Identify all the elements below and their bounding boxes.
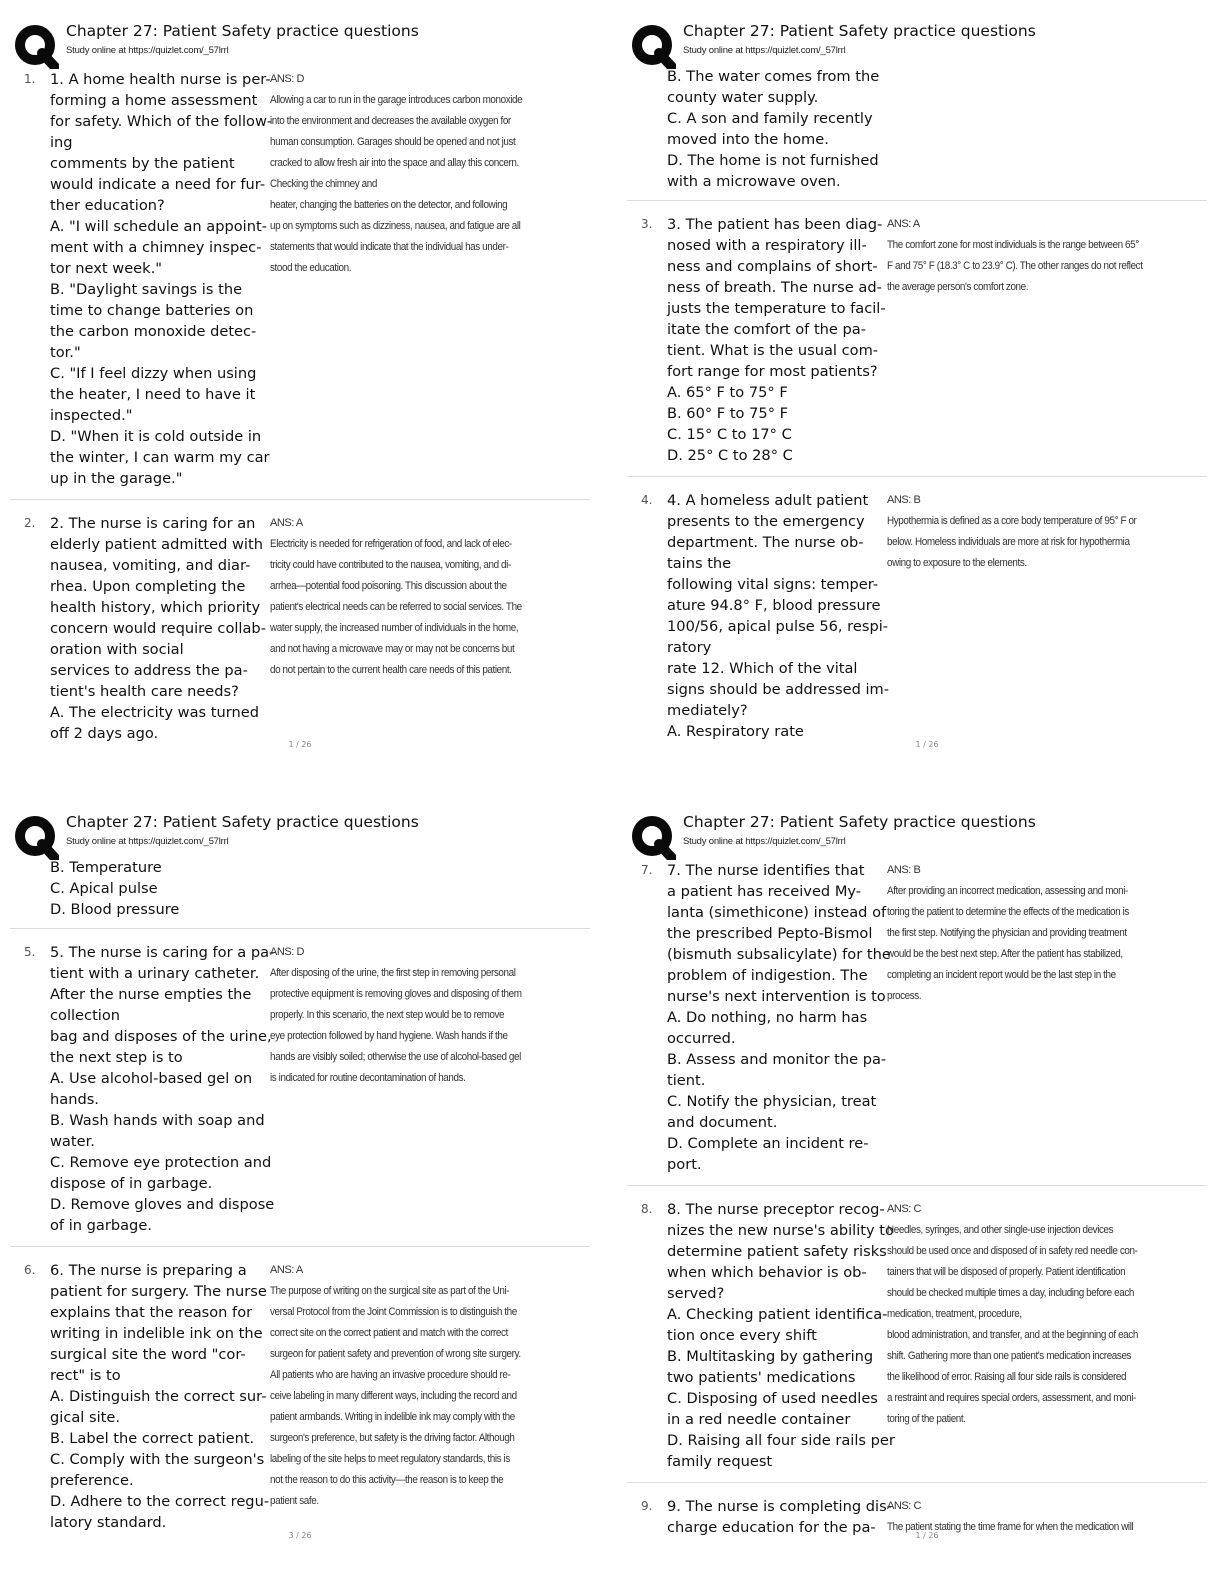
- question-line: B. Assess and monitor the pa-: [667, 1051, 887, 1068]
- question-line: tient with a urinary catheter.: [50, 965, 260, 982]
- question-row: [627, 487, 1207, 752]
- question-line: 4. A homeless adult patient: [667, 492, 869, 509]
- question-line: served?: [667, 1285, 725, 1302]
- rationale-line: cracked to allow fresh air into the space and allay this concern.: [270, 157, 519, 169]
- question-line: D. Raising all four side rails per: [667, 1432, 895, 1449]
- rationale-line: properly. In this scenario, the next step would be to remove: [270, 1009, 505, 1021]
- rationale-line: below. Homeless individuals are more at risk for hypothermia: [887, 536, 1130, 548]
- page-header: [627, 15, 1224, 65]
- question-line: the next step is to: [50, 1049, 183, 1066]
- page-2: [627, 15, 1224, 785]
- question-line: patient for surgery. The nurse: [50, 1283, 267, 1300]
- question-line: C. Disposing of used needles: [667, 1390, 878, 1407]
- question-line: tor next week.": [50, 260, 162, 277]
- page-number: 1 / 26: [288, 740, 312, 749]
- page-4: [627, 806, 1224, 1576]
- question-line: ther education?: [50, 197, 165, 214]
- question-line: A. Respiratory rate: [667, 723, 804, 740]
- question-text: [667, 860, 891, 1175]
- rationale-line: would be the best next step. After the patient has stabilized,: [887, 948, 1123, 960]
- question-line: nosed with a respiratory ill-: [667, 237, 867, 254]
- question-line: for safety. Which of the follow-: [50, 113, 273, 130]
- rationale-line: versal Protocol from the Joint Commission is to distinguish the: [270, 1306, 517, 1318]
- question-line: nurse's next intervention is to: [667, 988, 886, 1005]
- question-line: 2. The nurse is caring for an: [50, 515, 256, 532]
- question-line: elderly patient admitted with: [50, 536, 263, 553]
- question-text: [667, 490, 890, 742]
- rationale-line: surgeon's preference, but safety is the driving factor. Although: [270, 1432, 515, 1444]
- question-line: (bismuth subsalicylate) for the: [667, 946, 891, 963]
- rationale-line: ceive labeling in many different ways, including the record and: [270, 1390, 517, 1402]
- question-line: bag and disposes of the urine,: [50, 1028, 272, 1045]
- rationale-line: The purpose of writing on the surgical site as part of the Uni-: [270, 1285, 510, 1297]
- question-line: ing: [50, 134, 73, 151]
- rationale-line: owing to exposure to the elements.: [887, 557, 1027, 569]
- question-text: [50, 69, 273, 489]
- question-line: B. Multitasking by gathering: [667, 1348, 874, 1365]
- question-line: C. 15° C to 17° C: [667, 426, 792, 443]
- question-line: dispose of in garbage.: [50, 1175, 213, 1192]
- study-link[interactable]: Study online at https://quizlet.com/_57lrrl: [683, 836, 846, 847]
- question-line: B. 60° F to 75° F: [667, 405, 789, 422]
- question-line: 5. The nurse is caring for a pa-: [50, 944, 275, 961]
- document-title: Chapter 27: Patient Safety practice questions: [66, 22, 419, 40]
- rationale-line: Hypothermia is defined as a core body temperature of 95° F or: [887, 515, 1137, 527]
- rationale-line: shift. Gathering more than one patient's medication increases: [887, 1350, 1132, 1362]
- option-line: D. Blood pressure: [50, 901, 180, 918]
- answer-rationale: [885, 860, 1190, 1175]
- question-list: [627, 857, 1207, 1558]
- question-line: D. "When it is cold outside in: [50, 428, 262, 445]
- question-line: A. The electricity was turned: [50, 704, 260, 721]
- rationale-line: hands are visibly soiled; otherwise the use of alcohol-based gel: [270, 1051, 521, 1063]
- rationale-line: the first step. Notifying the physician and providing treatment: [887, 927, 1127, 939]
- question-line: writing in indelible ink on the: [50, 1325, 263, 1342]
- question-line: D. 25° C to 28° C: [667, 447, 793, 464]
- question-row: [10, 939, 590, 1247]
- question-line: mediately?: [667, 702, 748, 719]
- page-1: [10, 15, 610, 785]
- rationale-line: After disposing of the urine, the first step in removing personal: [270, 967, 516, 979]
- question-row: [10, 1257, 590, 1543]
- answer-key: ANS: A: [887, 218, 920, 230]
- answer-key: ANS: A: [270, 1264, 303, 1276]
- question-line: port.: [667, 1156, 702, 1173]
- question-line: A. "I will schedule an appoint-: [50, 218, 267, 235]
- answer-key: ANS: B: [887, 494, 921, 506]
- rationale-line: should be checked multiple times a day, including before each: [887, 1287, 1134, 1299]
- question-line: charge education for the pa-: [667, 1519, 876, 1536]
- rationale-line: Electricity is needed for refrigeration of food, and lack of elec-: [270, 538, 512, 550]
- option-line: B. The water comes from the: [667, 68, 880, 85]
- page-header: [627, 806, 1224, 856]
- question-line: services to address the pa-: [50, 662, 248, 679]
- answer-rationale: [885, 1199, 1190, 1472]
- study-link[interactable]: Study online at https://quizlet.com/_57lrrl: [683, 45, 846, 56]
- question-row: [10, 510, 590, 754]
- question-line: in a red needle container: [667, 1411, 851, 1428]
- rationale-line: heater, changing the batteries on the detector, and following: [270, 199, 508, 211]
- option-line: with a microwave oven.: [667, 173, 841, 190]
- question-line: forming a home assessment: [50, 92, 258, 109]
- rationale-line: tricity could have contributed to the nausea, vomiting, and di-: [270, 559, 511, 571]
- question-line: B. Wash hands with soap and: [50, 1112, 265, 1129]
- question-line: occurred.: [667, 1030, 736, 1047]
- question-line: A. Use alcohol-based gel on: [50, 1070, 253, 1087]
- question-line: ment with a chimney inspec-: [50, 239, 262, 256]
- rationale-line: tainers that will be disposed of properly. Patient identification: [887, 1266, 1126, 1278]
- question-row: [627, 1196, 1207, 1483]
- rationale-line: toring the patient to determine the effects of the medication is: [887, 906, 1129, 918]
- question-line: C. Notify the physician, treat: [667, 1093, 877, 1110]
- question-number: 7.: [641, 863, 653, 877]
- answer-key: ANS: C: [887, 1203, 921, 1215]
- page-header: [10, 15, 610, 65]
- question-line: when which behavior is ob-: [667, 1264, 867, 1281]
- question-line: tains the: [667, 555, 732, 572]
- question-line: After the nurse empties the: [50, 986, 252, 1003]
- rationale-line: not the reason to do this activity—the reason is to keep the: [270, 1474, 504, 1486]
- question-number: 4.: [641, 493, 653, 507]
- question-line: 7. The nurse identifies that: [667, 862, 865, 879]
- quizlet-logo-icon: [632, 25, 676, 69]
- answer-key: ANS: B: [887, 864, 921, 876]
- question-line: A. Distinguish the correct sur-: [50, 1388, 267, 1405]
- question-line: 8. The nurse preceptor recog-: [667, 1201, 885, 1218]
- question-line: tor.": [50, 344, 81, 361]
- rationale-line: completing an incident report would be the last step in the: [887, 969, 1116, 981]
- question-line: A. 65° F to 75° F: [667, 384, 788, 401]
- question-line: the prescribed Pepto-Bismol: [667, 925, 873, 942]
- question-line: justs the temperature to facil-: [667, 300, 886, 317]
- question-line: the heater, I need to have it: [50, 386, 256, 403]
- question-line: ratory: [667, 639, 712, 656]
- question-line: of in garbage.: [50, 1217, 152, 1234]
- question-line: following vital signs: temper-: [667, 576, 879, 593]
- question-text: [50, 942, 275, 1236]
- question-line: rate 12. Which of the vital: [667, 660, 858, 677]
- rationale-line: patient armbands. Writing in indelible ink may comply with the: [270, 1411, 515, 1423]
- question-line: hands.: [50, 1091, 99, 1108]
- question-row: [627, 211, 1207, 477]
- question-line: and document.: [667, 1114, 778, 1131]
- answer-key: ANS: A: [270, 517, 303, 529]
- question-line: the winter, I can warm my car: [50, 449, 270, 466]
- question-line: up in the garage.": [50, 470, 183, 487]
- question-line: comments by the patient: [50, 155, 235, 172]
- option-line: D. The home is not furnished: [667, 152, 879, 169]
- question-line: rhea. Upon completing the: [50, 578, 246, 595]
- question-line: fort range for most patients?: [667, 363, 878, 380]
- rationale-line: water supply, the increased number of individuals in the home,: [270, 622, 519, 634]
- question-line: 1. A home health nurse is per-: [50, 71, 271, 88]
- question-line: D. Remove gloves and dispose: [50, 1196, 275, 1213]
- question-line: the carbon monoxide detec-: [50, 323, 257, 340]
- question-line: A. Checking patient identifica-: [667, 1306, 888, 1323]
- question-number: 6.: [24, 1263, 36, 1277]
- answer-rationale: [268, 513, 573, 744]
- answer-rationale: [268, 942, 573, 1236]
- question-line: two patients' medications: [667, 1369, 856, 1386]
- question-number: 2.: [24, 516, 36, 530]
- page-3: [10, 806, 610, 1576]
- option-line: moved into the home.: [667, 131, 829, 148]
- rationale-line: patient's electrical needs can be referred to social services. The: [270, 601, 522, 613]
- question-line: tient's health care needs?: [50, 683, 239, 700]
- question-line: determine patient safety risks: [667, 1243, 887, 1260]
- question-line: itate the comfort of the pa-: [667, 321, 867, 338]
- rationale-line: Checking the chimney and: [270, 178, 377, 190]
- rationale-line: Allowing a car to run in the garage introduces carbon monoxide: [270, 94, 523, 106]
- question-list: [10, 66, 590, 764]
- question-line: tient.: [667, 1072, 706, 1089]
- page-number: 3 / 26: [288, 1531, 312, 1540]
- question-line: 3. The patient has been diag-: [667, 216, 883, 233]
- rationale-line: After providing an incorrect medication, assessing and moni-: [887, 885, 1128, 897]
- rationale-line: up on symptoms such as dizziness, nausea, and fatigue are all: [270, 220, 521, 232]
- rationale-line: do not pertain to the current health care needs of this patient.: [270, 664, 512, 676]
- question-line: explains that the reason for: [50, 1304, 253, 1321]
- continued-options: [627, 66, 1207, 201]
- question-line: rect" is to: [50, 1367, 121, 1384]
- question-line: D. Complete an incident re-: [667, 1135, 869, 1152]
- quizlet-logo-icon: [15, 816, 59, 860]
- document-title: Chapter 27: Patient Safety practice questions: [66, 813, 419, 831]
- question-text: [667, 1199, 895, 1472]
- study-link[interactable]: Study online at https://quizlet.com/_57lrrl: [66, 45, 229, 56]
- rationale-line: statements that would indicate that the individual has under-: [270, 241, 509, 253]
- answer-rationale: [268, 69, 573, 489]
- rationale-line: surgeon for patient safety and prevention of wrong site surgery.: [270, 1348, 521, 1360]
- rationale-line: F and 75° F (18.3° C to 23.9° C). The other ranges do not reflect: [887, 260, 1143, 272]
- answer-rationale: [885, 214, 1190, 466]
- rationale-line: process.: [887, 990, 922, 1002]
- rationale-line: into the environment and decreases the available oxygen for: [270, 115, 511, 127]
- question-line: presents to the emergency: [667, 513, 865, 530]
- question-line: C. "If I feel dizzy when using: [50, 365, 257, 382]
- page-header: [10, 806, 610, 856]
- question-line: a patient has received My-: [667, 883, 862, 900]
- question-line: lanta (simethicone) instead of: [667, 904, 887, 921]
- question-line: concern would require collab-: [50, 620, 266, 637]
- question-line: time to change batteries on: [50, 302, 254, 319]
- question-line: tient. What is the usual com-: [667, 342, 879, 359]
- question-line: ness and complains of short-: [667, 258, 878, 275]
- rationale-line: eye protection followed by hand hygiene. Wash hands if the: [270, 1030, 508, 1042]
- rationale-line: the likelihood of error. Raising all four side rails is considered: [887, 1371, 1127, 1383]
- question-line: health history, which priority: [50, 599, 261, 616]
- answer-key: ANS: D: [270, 73, 304, 85]
- rationale-line: protective equipment is removing gloves and disposing of them: [270, 988, 522, 1000]
- continued-options: [10, 857, 590, 929]
- question-line: C. Remove eye protection and: [50, 1154, 272, 1171]
- rationale-line: is indicated for routine decontamination of hands.: [270, 1072, 466, 1084]
- question-line: surgical site the word "cor-: [50, 1346, 246, 1363]
- rationale-line: and not having a microwave may or may not be concerns but: [270, 643, 515, 655]
- answer-key: ANS: C: [887, 1500, 921, 1512]
- question-text: [667, 214, 885, 466]
- question-line: latory standard.: [50, 1514, 167, 1531]
- question-list: [10, 857, 590, 1553]
- rationale-line: arrhea—potential food poisoning. This discussion about the: [270, 580, 507, 592]
- option-line: B. Temperature: [50, 859, 162, 876]
- page-number: 1 / 26: [915, 740, 939, 749]
- question-line: gical site.: [50, 1409, 120, 1426]
- answer-rationale: [885, 490, 1190, 742]
- question-line: would indicate a need for fur-: [50, 176, 266, 193]
- question-line: C. Comply with the surgeon's: [50, 1451, 265, 1468]
- question-line: department. The nurse ob-: [667, 534, 864, 551]
- question-line: B. Label the correct patient.: [50, 1430, 255, 1447]
- question-line: oration with social: [50, 641, 184, 658]
- option-line: C. Apical pulse: [50, 880, 158, 897]
- answer-rationale: [268, 1260, 573, 1533]
- rationale-line: should be used once and disposed of in safety red needle con-: [887, 1245, 1138, 1257]
- question-line: ature 94.8° F, blood pressure: [667, 597, 881, 614]
- question-list: [627, 66, 1207, 762]
- question-line: preference.: [50, 1472, 134, 1489]
- question-number: 3.: [641, 217, 653, 231]
- rationale-line: a restraint and requires special orders, assessment, and moni-: [887, 1392, 1136, 1404]
- rationale-line: correct site on the correct patient and match with the correct: [270, 1327, 508, 1339]
- question-line: water.: [50, 1133, 95, 1150]
- rationale-line: All patients who are having an invasive procedure should re-: [270, 1369, 511, 1381]
- page-number: 1 / 26: [915, 1531, 939, 1540]
- rationale-line: Needles, syringes, and other single-use injection devices: [887, 1224, 1114, 1236]
- rationale-line: toring of the patient.: [887, 1413, 966, 1425]
- question-line: B. "Daylight savings is the: [50, 281, 243, 298]
- question-line: 6. The nurse is preparing a: [50, 1262, 247, 1279]
- rationale-line: labeling of the site helps to meet regulatory standards, this is: [270, 1453, 510, 1465]
- quizlet-logo-icon: [15, 25, 59, 69]
- rationale-line: patient safe.: [270, 1495, 319, 1507]
- question-line: A. Do nothing, no harm has: [667, 1009, 868, 1026]
- rationale-line: the average person's comfort zone.: [887, 281, 1029, 293]
- question-line: inspected.": [50, 407, 133, 424]
- question-row: [10, 66, 590, 500]
- quizlet-logo-icon: [632, 816, 676, 860]
- rationale-line: human consumption. Garages should be opened and not just: [270, 136, 516, 148]
- rationale-line: The patient stating the time frame for when the medication will: [887, 1521, 1134, 1533]
- question-line: D. Adhere to the correct regu-: [50, 1493, 270, 1510]
- question-number: 1.: [24, 72, 36, 86]
- question-line: nausea, vomiting, and diar-: [50, 557, 251, 574]
- question-line: collection: [50, 1007, 121, 1024]
- document-title: Chapter 27: Patient Safety practice questions: [683, 22, 1036, 40]
- rationale-line: The comfort zone for most individuals is the range between 65°: [887, 239, 1139, 251]
- rationale-line: stood the education.: [270, 262, 352, 274]
- option-line: county water supply.: [667, 89, 819, 106]
- question-line: problem of indigestion. The: [667, 967, 868, 984]
- rationale-line: medication, treatment, procedure,: [887, 1308, 1022, 1320]
- question-line: nizes the new nurse's ability to: [667, 1222, 894, 1239]
- question-line: tion once every shift: [667, 1327, 817, 1344]
- question-number: 9.: [641, 1499, 653, 1513]
- answer-key: ANS: D: [270, 946, 304, 958]
- question-line: 9. The nurse is completing dis-: [667, 1498, 892, 1515]
- question-line: off 2 days ago.: [50, 725, 159, 742]
- study-link[interactable]: Study online at https://quizlet.com/_57lrrl: [66, 836, 229, 847]
- question-number: 5.: [24, 945, 36, 959]
- document-title: Chapter 27: Patient Safety practice questions: [683, 813, 1036, 831]
- question-number: 8.: [641, 1202, 653, 1216]
- question-row: [627, 857, 1207, 1186]
- option-line: C. A son and family recently: [667, 110, 873, 127]
- question-text: [50, 513, 268, 744]
- question-line: 100/56, apical pulse 56, respi-: [667, 618, 889, 635]
- question-line: ness of breath. The nurse ad-: [667, 279, 882, 296]
- question-line: signs should be addressed im-: [667, 681, 890, 698]
- rationale-line: blood administration, and transfer, and at the beginning of each: [887, 1329, 1138, 1341]
- question-line: family request: [667, 1453, 773, 1470]
- question-text: [50, 1260, 268, 1533]
